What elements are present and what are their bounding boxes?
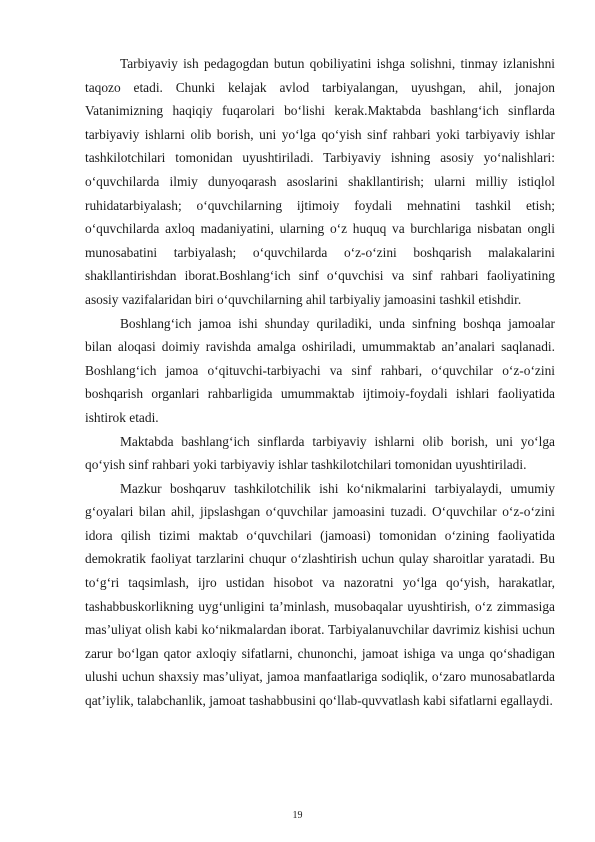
paragraph-2: Boshlang‘ich jamoa ishi shunday quriladiki, unda sinfning boshqa jamoalar bilan aloqasi doimiy ravishda amalga oshiriladi, umummaktab an’analari saqlanadi. Boshlang‘ich jamoa o‘qituvchi-tarbiyachi va sinf rahbari, o‘quvchilar o‘z-o‘zini boshqarish organlari rahbarligida umummaktab ijtimoiy-foydali ishlari faoliyatida ishtirok etadi.: [85, 315, 555, 425]
paragraph-1: Tarbiyaviy ish pedagogdan butun qobiliyatini ishga solishni, tinmay izlanishni taqozo etadi. Chunki kelajak avlod tarbiyalangan, uyushgan, ahil, jonajon Vatanimizning haqiqiy fuqarolari bo‘lishi kerak.Maktabda bashlang‘ich sinflarda tarbiyaviy ishlarni olib borish, uni yo‘lga qo‘yish sinf rahbari yoki tarbiyaviy ishlar tashkilotchilari tomonidan uyushtiriladi. Tarbiyaviy ishning asosiy yo‘nalishlari: o‘quvchilarda ilmiy dunyoqarash asoslarini shakllantirish; ularni milliy istiqlol ruhidatarbiyalash; o‘quvchilarning ijtimoiy foydali mehnatini tashkil etish; o‘quvchilarda axloq madaniyatini, ularning o‘z huquq va burchlariga nisbatan ongli munosabatini tarbiyalash; o‘quvchilarda o‘z-o‘zini boshqarish malakalarini shakllantirishdan iborat.Boshlang‘ich sinf o‘quvchisi va sinf rahbari faoliyatining asosiy vazifalaridan biri o‘quvchilarning ahil tarbiyaliy jamoasini tashkil etishdir.: [85, 56, 555, 307]
body-text: [85, 52, 555, 713]
paragraph-3: Maktabda bashlang‘ich sinflarda tarbiyaviy ishlarni olib borish, uni yo‘lga qo‘yish sinf rahbari yoki tarbiyaviy ishlar tashkilotchilari tomonidan uyushtiriladi.: [85, 433, 555, 473]
paragraph-4: Mazkur boshqaruv tashkilotchilik ishi ko‘nikmalarini tarbiyalaydi, umumiy g‘oyalari bilan ahil, jipslashgan o‘quvchilar jamoasini tuzadi. O‘quvchilar o‘z-o‘zini idora qilish tizimi maktab o‘quvchilari (jamoasi) tomonidan o‘zining faoliyatida demokratik faoliyat tarzlarini chuqur o‘zlashtirish uchun qulay sharoitlar yaratadi. Bu to‘g‘ri taqsimlash, ijro ustidan hisobot va nazoratni yo‘lga qo‘yish, harakatlar, tashabbuskorlikning uyg‘unligini ta’minlash, musobaqalar uyushtirish, o‘z zimmasiga mas’uliyat olish kabi ko‘nikmalardan iborat. Tarbiyalanuvchilar davrimiz kishisi uchun zarur bo‘lgan qator axloqiy sifatlarni, chunonchi, jamoat ishiga va unga qo‘shadigan ulushi uchun shaxsiy mas’uliyat, jamoa manfaatlariga sodiqlik, o‘zaro munosabatlarda qat’iylik, talabchanlik, jamoat tashabbusini qo‘llab-quvvatlash kabi sifatlarni egallaydi.: [85, 480, 555, 709]
page-number: 19: [292, 810, 303, 821]
